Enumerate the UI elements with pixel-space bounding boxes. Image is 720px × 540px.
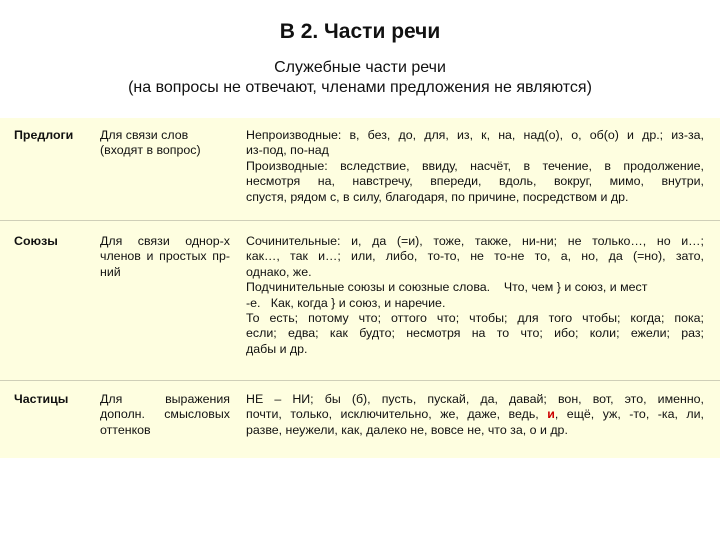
row-divider	[0, 380, 720, 381]
details-line: спустя, рядом с, в силу, благодаря, по причине, посредством и др.	[246, 189, 629, 204]
row-divider	[0, 220, 720, 221]
row-purpose: Для связи однор-х членов и простых пр-ний	[100, 234, 230, 279]
details-line: То есть; потому что; оттого что; чтобы; для того чтобы; когда; пока;	[246, 311, 704, 326]
subtitle-line-1: Служебные части речи	[274, 59, 446, 76]
details-line: Сочинительные: и, да (=и), тоже, также, ни-ни; не только…, но и…;	[246, 234, 704, 248]
details-line: Производные: вследствие, ввиду, насчёт, в течение, в продолжение,	[246, 158, 704, 173]
details-line: если; едва; как будто; несмотря на то что; ибо; коли; ежели; раз;	[246, 326, 704, 341]
page-subtitle	[0, 58, 720, 98]
details-line	[246, 407, 704, 422]
details-line: дабы и др.	[246, 341, 308, 356]
row-details	[246, 128, 704, 205]
details-line: однако, же.	[246, 264, 312, 279]
details-line: Непроизводные: в, без, до, для, из, к, на, над(о), о, об(о) и др.; из-за,	[246, 128, 704, 142]
details-line: НЕ – НИ; бы (б), пусть, пускай, да, давай; вон, вот, это, именно,	[246, 392, 704, 406]
row-name: Союзы	[14, 234, 58, 248]
parts-of-speech-table	[0, 118, 720, 458]
row-details	[246, 234, 704, 357]
row-name: Предлоги	[14, 128, 74, 142]
subtitle-line-2: (на вопросы не отвечают, членами предложения не являются)	[128, 79, 592, 96]
highlighted-particle: и	[547, 407, 555, 422]
details-segment: почти, только, исключительно, же, даже, ведь,	[246, 407, 548, 422]
row-name: Частицы	[14, 392, 69, 406]
details-segment: , ещё, уж, -то, -ка, ли,	[554, 407, 704, 422]
row-purpose: Для выражения дополн. смысловых оттенков	[100, 392, 230, 437]
details-line: разве, неужели, как, далеко не, вовсе не, что за, о и др.	[246, 422, 568, 437]
details-line: -е. Как, когда } и союз, и наречие.	[246, 295, 446, 310]
details-line: несмотря на, навстречу, впереди, вдоль, вокруг, мимо, внутри,	[246, 174, 704, 189]
row-details	[246, 392, 704, 438]
details-line: Подчинительные союзы и союзные слова. Что, чем } и союз, и мест	[246, 280, 648, 295]
details-line: из-под, по-над	[246, 143, 329, 158]
row-purpose: Для связи слов (входят в вопрос)	[100, 128, 201, 158]
details-line: как…, так и…; или, либо, то-то, не то-не то, а, но, да (=но), зато,	[246, 249, 704, 264]
page-title: В 2. Части речи	[279, 20, 441, 43]
